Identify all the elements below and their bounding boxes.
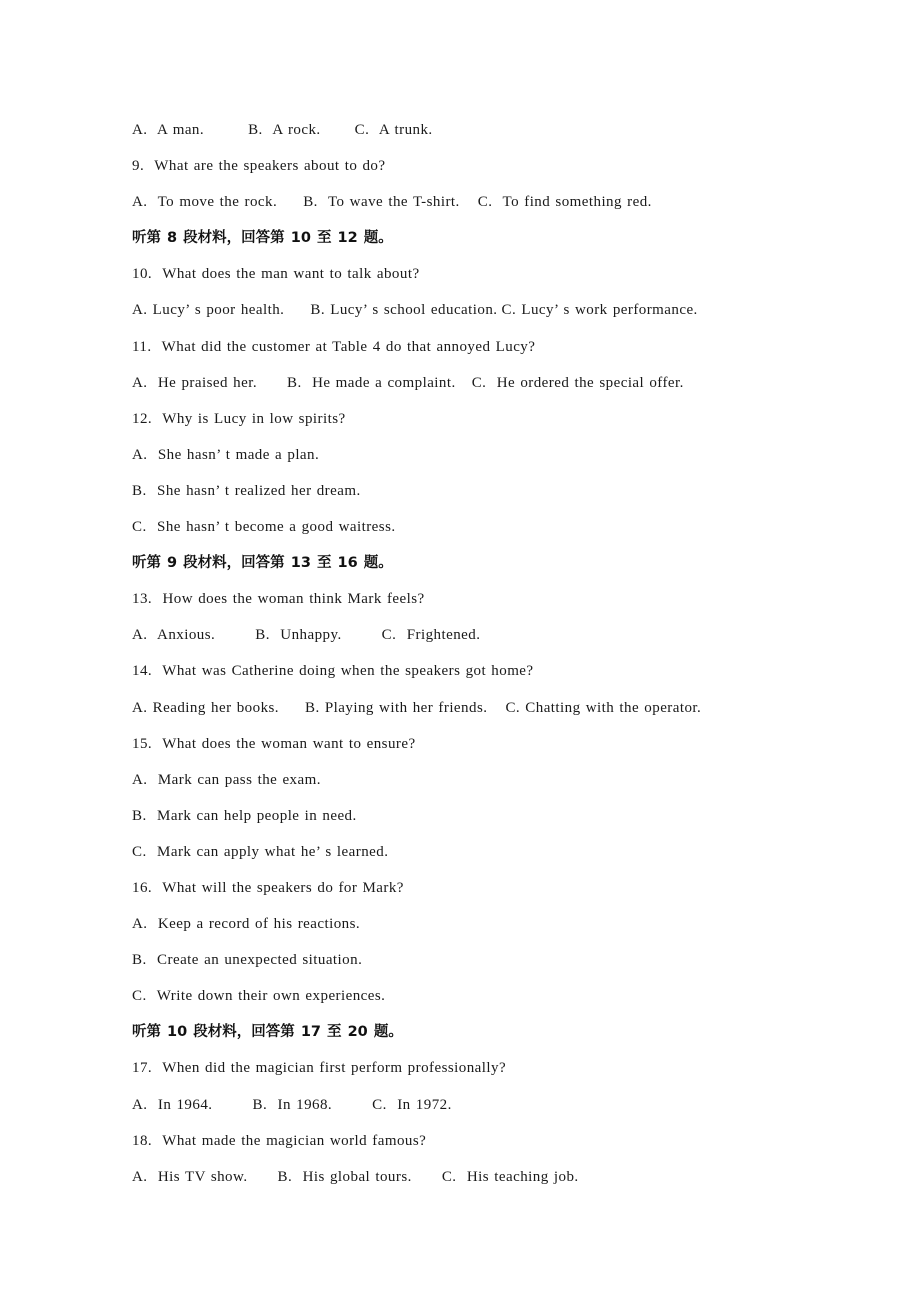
answer-option: A. Lucy’ s poor health. bbox=[132, 302, 285, 319]
question-text: 17. When did the magician first perform professionally? bbox=[132, 1060, 507, 1077]
answer-options-row bbox=[132, 624, 812, 660]
section-heading: 听第 9 段材料，回答第 13 至 16 题。 bbox=[132, 555, 393, 572]
answer-option: B. Create an unexpected situation. bbox=[132, 952, 363, 969]
answer-option: B. Unhappy. bbox=[255, 627, 342, 644]
question-text: 18. What made the magician world famous? bbox=[132, 1132, 427, 1149]
answer-option: A. He praised her. bbox=[132, 374, 258, 391]
answer-option: B. A rock. bbox=[248, 122, 321, 138]
answer-options-row bbox=[132, 191, 812, 227]
question-text: 12. Why is Lucy in low spirits? bbox=[132, 410, 346, 427]
answer-options-row bbox=[132, 697, 812, 733]
answer-option: C. Lucy’ s work performance. bbox=[501, 302, 698, 319]
answer-options-row bbox=[132, 372, 812, 408]
answer-option: C. His teaching job. bbox=[441, 1168, 579, 1185]
answer-option: B. Mark can help people in need. bbox=[132, 807, 357, 824]
answer-options-row bbox=[132, 1166, 812, 1202]
answer-option: B. In 1968. bbox=[252, 1096, 333, 1113]
question-text: 10. What does the man want to talk about? bbox=[132, 266, 420, 283]
answer-option: C. Mark can apply what he’ s learned. bbox=[132, 843, 389, 860]
answer-option: A. A man. bbox=[132, 122, 205, 138]
question-text: 16. What will the speakers do for Mark? bbox=[132, 879, 404, 896]
answer-option: C. He ordered the special offer. bbox=[471, 374, 684, 391]
answer-option: B. Playing with her friends. bbox=[305, 699, 488, 716]
answer-option: C. In 1972. bbox=[372, 1096, 452, 1113]
answer-option: A. Anxious. bbox=[132, 627, 216, 644]
answer-option: B. She hasn’ t realized her dream. bbox=[132, 482, 361, 499]
answer-options-row bbox=[132, 119, 812, 155]
answer-options-row bbox=[132, 1094, 812, 1130]
answer-option: C. Write down their own experiences. bbox=[132, 988, 386, 1005]
answer-option: B. He made a complaint. bbox=[287, 374, 456, 391]
answer-option: B. Lucy’ s school education. bbox=[310, 302, 498, 319]
answer-option: B. To wave the T-shirt. bbox=[303, 194, 460, 211]
answer-option: C. A trunk. bbox=[354, 122, 433, 138]
question-text: 15. What does the woman want to ensure? bbox=[132, 735, 416, 752]
answer-option: A. Keep a record of his reactions. bbox=[132, 916, 361, 933]
question-text: 13. How does the woman think Mark feels? bbox=[132, 591, 425, 608]
question-text: 11. What did the customer at Table 4 do that annoyed Lucy? bbox=[132, 338, 536, 355]
section-heading: 听第 10 段材料，回答第 17 至 20 题。 bbox=[132, 1024, 403, 1041]
section-heading: 听第 8 段材料，回答第 10 至 12 题。 bbox=[132, 230, 393, 247]
answer-option: C. Frightened. bbox=[381, 627, 481, 644]
answer-option: A. His TV show. bbox=[132, 1168, 248, 1185]
answer-option: A. To move the rock. bbox=[132, 194, 278, 211]
answer-option: C. To find something red. bbox=[477, 194, 652, 211]
answer-option: B. His global tours. bbox=[277, 1168, 412, 1185]
answer-option: C. Chatting with the operator. bbox=[505, 699, 702, 716]
answer-options-row bbox=[132, 299, 812, 335]
question-text: 9. What are the speakers about to do? bbox=[132, 158, 386, 175]
answer-option: A. Reading her books. bbox=[132, 699, 280, 716]
exam-page bbox=[132, 119, 812, 1202]
answer-option: A. She hasn’ t made a plan. bbox=[132, 446, 320, 463]
answer-option: A. In 1964. bbox=[132, 1096, 213, 1113]
answer-option: C. She hasn’ t become a good waitress. bbox=[132, 519, 396, 536]
answer-option: A. Mark can pass the exam. bbox=[132, 771, 321, 788]
question-text: 14. What was Catherine doing when the speakers got home? bbox=[132, 663, 534, 680]
